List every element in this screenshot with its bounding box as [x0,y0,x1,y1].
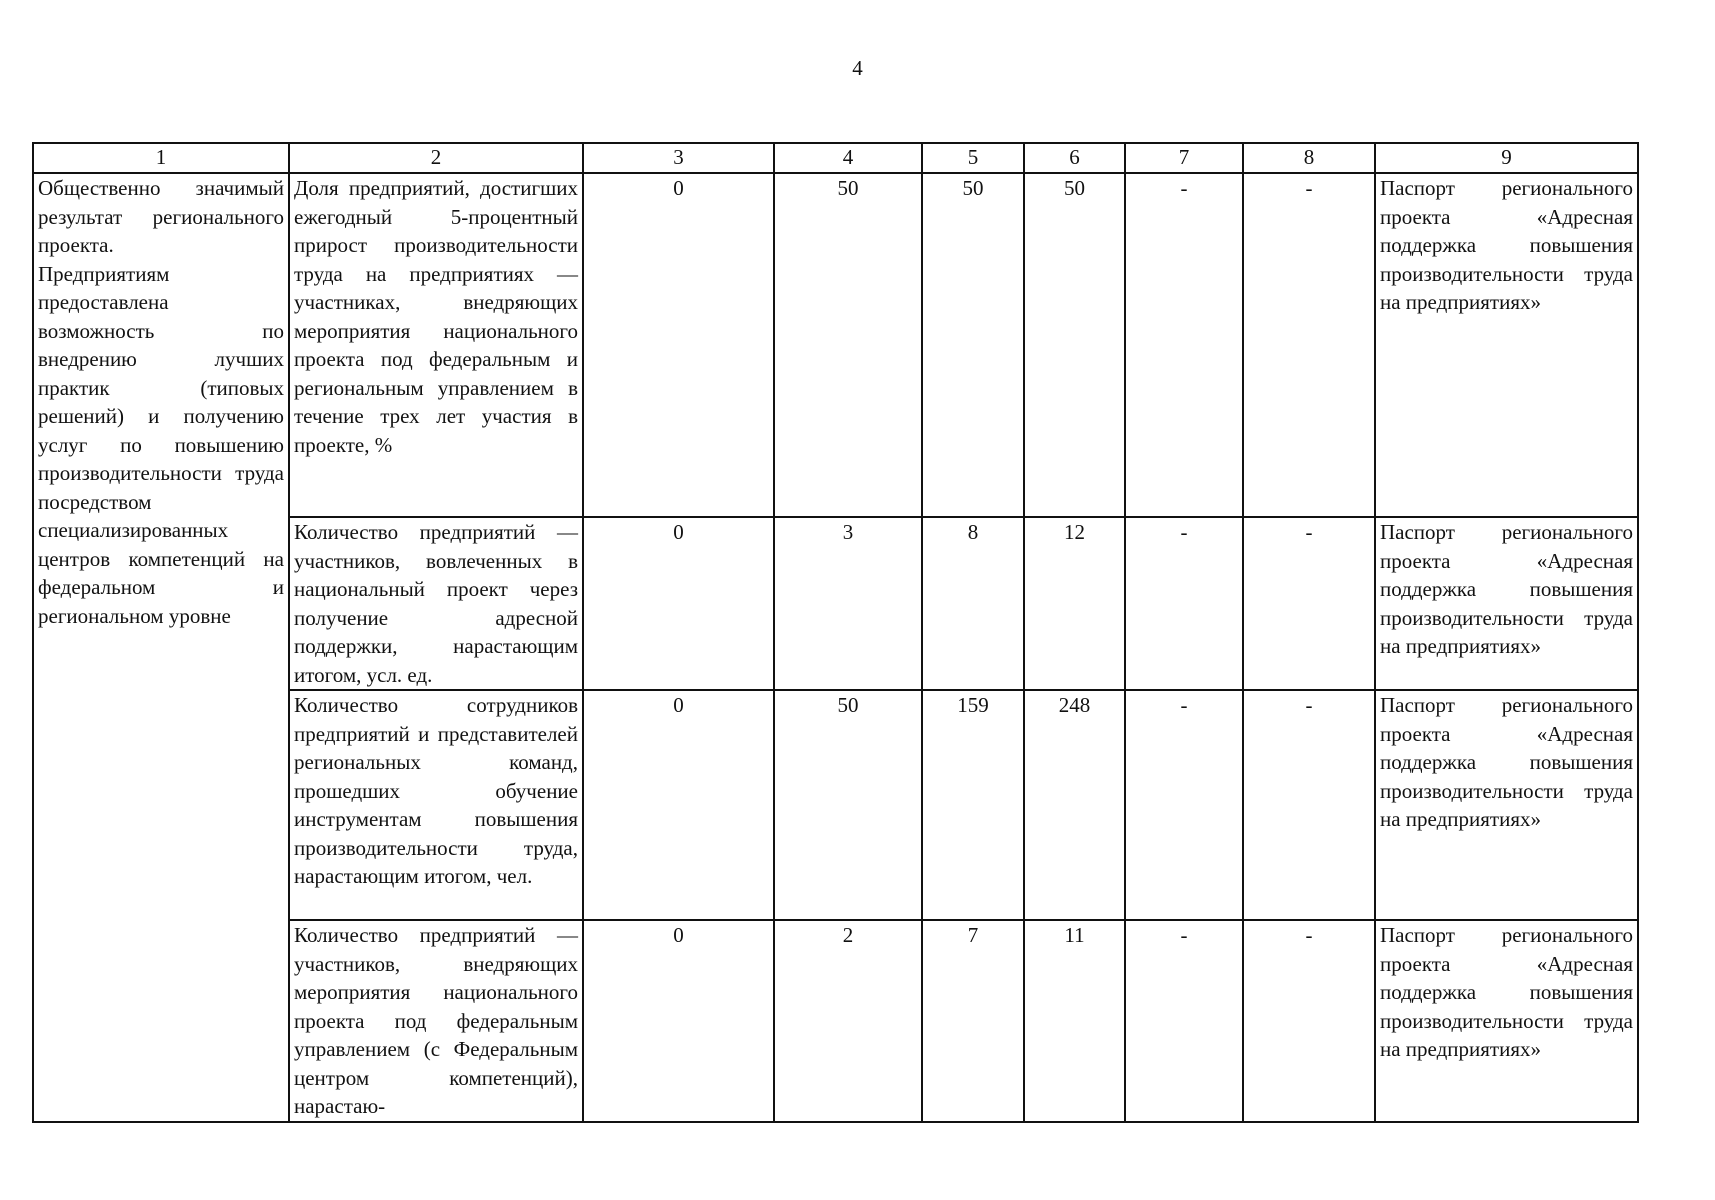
value-cell-7: - [1125,920,1243,1122]
value-cell-4: 2 [774,920,922,1122]
result-group-cell [33,173,289,1122]
value-cell-5: 159 [922,690,1024,920]
value-cell-8: - [1243,173,1375,517]
source-cell: Паспорт регионального проекта «Адресная поддержка повышения производительности труда на предприятиях» [1375,690,1638,920]
value-cell-4: 50 [774,173,922,517]
indicator-cell: Доля предприятий, достигших ежегодный 5-процентный прирост производительности труда на предприятиях — участниках, внедряющих мероприятия национального проекта под федеральным и региональным управлением в течение трех лет участия в проекте, % [289,173,583,517]
header-cell: 5 [922,143,1024,173]
value-cell-7: - [1125,517,1243,690]
value-cell-8: - [1243,920,1375,1122]
value-cell-8: - [1243,517,1375,690]
header-cell: 9 [1375,143,1638,173]
value-cell-3: 0 [583,173,774,517]
value-cell-3: 0 [583,920,774,1122]
indicators-table [32,142,1639,1123]
value-cell-7: - [1125,690,1243,920]
value-cell-5: 50 [922,173,1024,517]
value-cell-7: - [1125,173,1243,517]
table-row [33,173,1638,517]
value-cell-3: 0 [583,690,774,920]
value-cell-6: 12 [1024,517,1125,690]
header-cell: 6 [1024,143,1125,173]
value-cell-4: 3 [774,517,922,690]
value-cell-6: 11 [1024,920,1125,1122]
header-cell: 1 [33,143,289,173]
value-cell-8: - [1243,690,1375,920]
result-description: Предприятиям предоставлена возможность по внедрению лучших практик (типовых решений) и получению услуг по повышению производительности труда посредством специализированных центров компетенций на федеральном и региональном уровне [38,261,284,628]
header-cell: 2 [289,143,583,173]
header-cell: 4 [774,143,922,173]
header-cell: 3 [583,143,774,173]
value-cell-6: 50 [1024,173,1125,517]
page-number: 4 [852,56,863,80]
source-cell: Паспорт регионального проекта «Адресная поддержка повышения производительности труда на предприятиях» [1375,920,1638,1122]
indicator-cell: Количество предприятий — участников, вовлеченных в национальный проект через получение адресной поддержки, нарастающим итогом, усл. ед. [289,517,583,690]
value-cell-5: 7 [922,920,1024,1122]
value-cell-3: 0 [583,517,774,690]
source-cell: Паспорт регионального проекта «Адресная поддержка повышения производительности труда на предприятиях» [1375,173,1638,517]
value-cell-5: 8 [922,517,1024,690]
result-title: Общественно значимый результат регионального проекта. [38,176,284,257]
indicator-cell: Количество сотрудников предприятий и представителей региональных команд, прошедших обучение инструментам повышения производительности труда, нарастающим итогом, чел. [289,690,583,920]
source-cell: Паспорт регионального проекта «Адресная поддержка повышения производительности труда на предприятиях» [1375,517,1638,690]
indicator-cell: Количество предприятий — участников, внедряющих мероприятия национального проекта под федеральным управлением (с Федеральным центром компетенций), нарастаю- [289,920,583,1122]
header-cell: 7 [1125,143,1243,173]
value-cell-4: 50 [774,690,922,920]
value-cell-6: 248 [1024,690,1125,920]
header-cell: 8 [1243,143,1375,173]
header-row [33,143,1638,173]
